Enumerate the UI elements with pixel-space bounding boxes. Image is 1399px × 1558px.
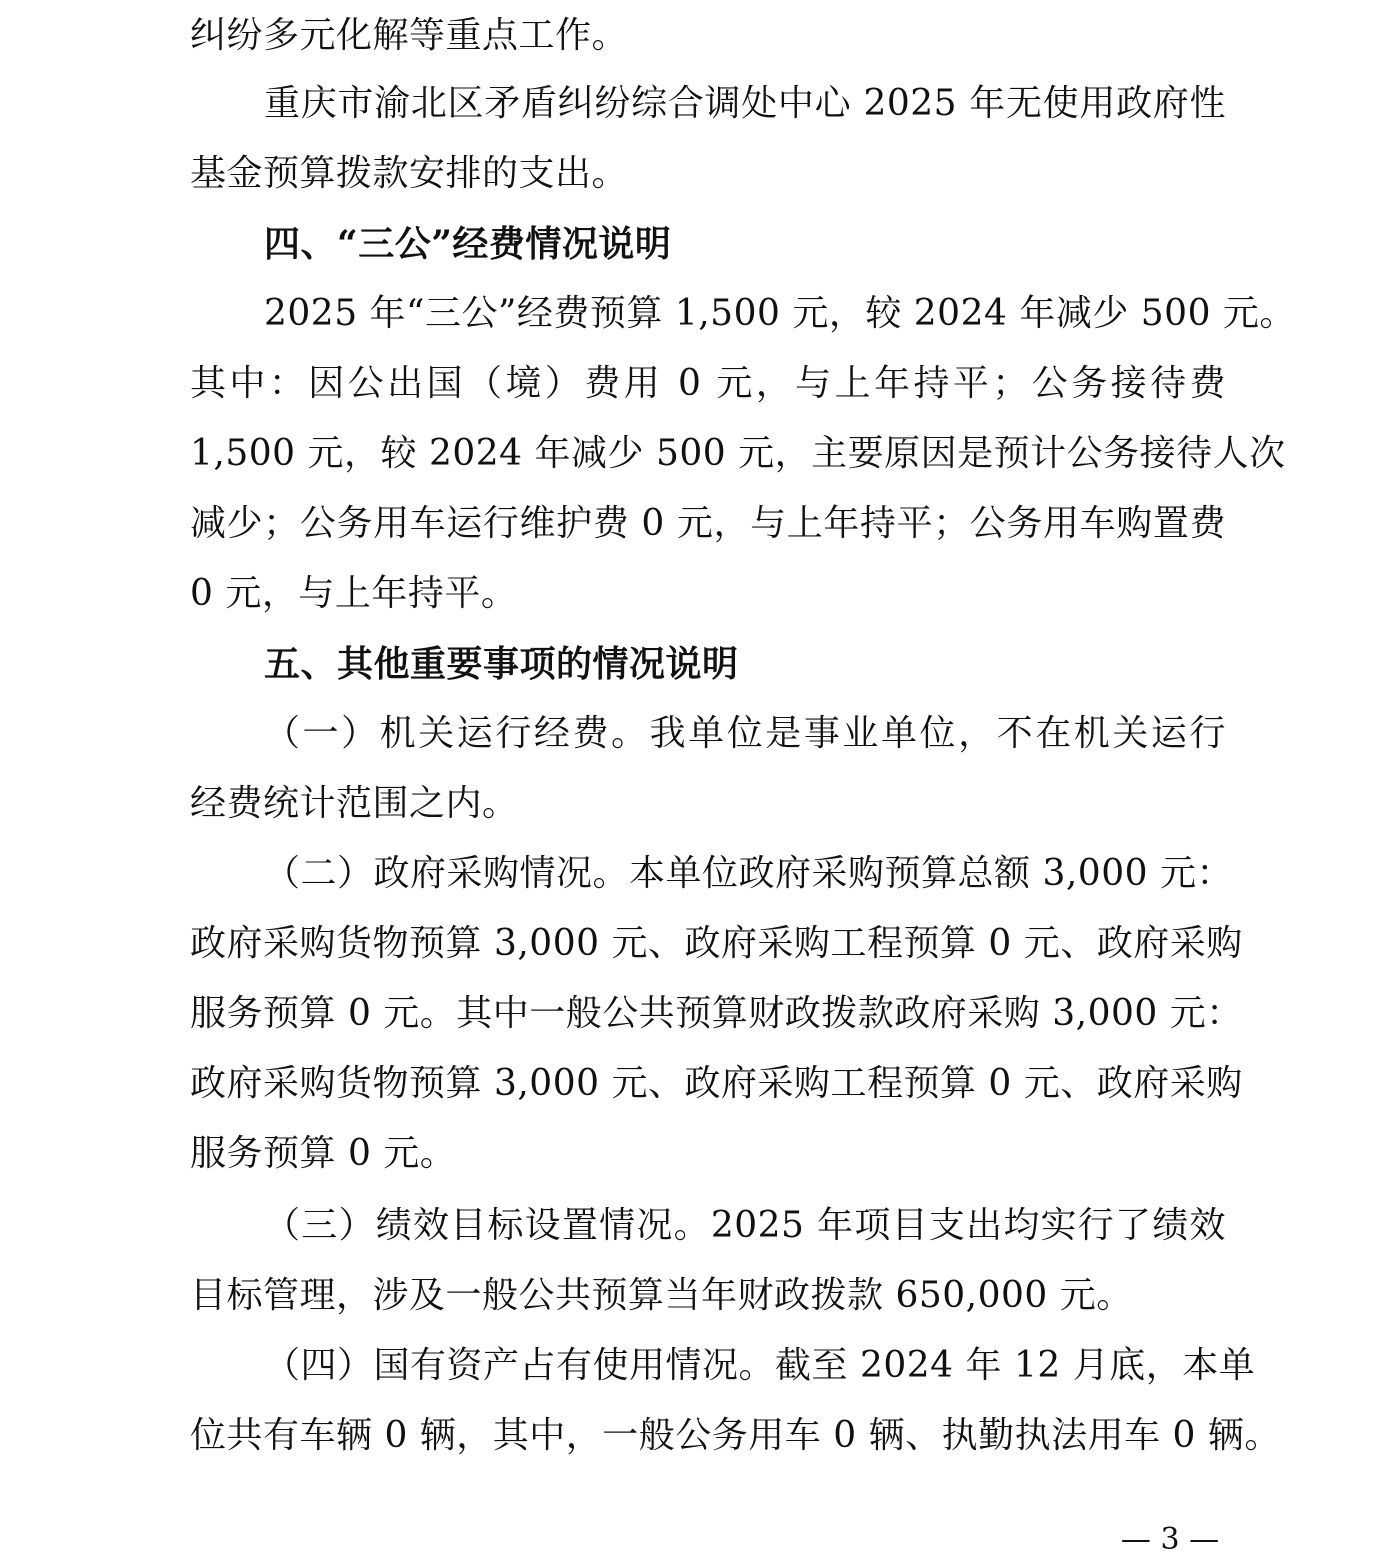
body-line: 政府采购货物预算 3,000 元、政府采购工程预算 0 元、政府采购 [190, 1063, 1243, 1104]
body-line: 减少；公务用车运行维护费 0 元，与上年持平；公务用车购置费 [190, 503, 1226, 544]
body-line: 服务预算 0 元。 [190, 1133, 457, 1174]
body-line: 0 元，与上年持平。 [190, 573, 518, 614]
body-line: 基金预算拨款安排的支出。 [190, 153, 629, 194]
body-line: 政府采购货物预算 3,000 元、政府采购工程预算 0 元、政府采购 [190, 923, 1243, 964]
body-line: 重庆市渝北区矛盾纠纷综合调处中心 2025 年无使用政府性 [264, 83, 1226, 124]
body-line: 位共有车辆 0 辆，其中，一般公务用车 0 辆、执勤执法用车 0 辆。 [190, 1415, 1281, 1456]
body-line: 服务预算 0 元。其中一般公共预算财政拨款政府采购 3,000 元： [190, 993, 1243, 1034]
body-line: 1,500 元，较 2024 年减少 500 元，主要原因是预计公务接待人次 [190, 433, 1286, 474]
body-line: 经费统计范围之内。 [190, 783, 519, 824]
body-line: 2025 年“三公”经费预算 1,500 元，较 2024 年减少 500 元。 [264, 293, 1296, 334]
body-line: （一）机关运行经费。我单位是事业单位，不在机关运行 [264, 713, 1226, 754]
page-number: — 3 — [1120, 1522, 1220, 1557]
body-line: （三）绩效目标设置情况。2025 年项目支出均实行了绩效 [264, 1205, 1226, 1246]
body-line: 纠纷多元化解等重点工作。 [190, 15, 629, 56]
body-line: 目标管理，涉及一般公共预算当年财政拨款 650,000 元。 [190, 1275, 1133, 1316]
body-line: （二）政府采购情况。本单位政府采购预算总额 3,000 元： [264, 853, 1233, 894]
body-line: 其中：因公出国（境）费用 0 元，与上年持平；公务接待费 [190, 363, 1226, 404]
body-line: （四）国有资产占有使用情况。截至 2024 年 12 月底，本单 [264, 1345, 1256, 1386]
section-heading: 四、“三公”经费情况说明 [264, 223, 672, 265]
section-heading: 五、其他重要事项的情况说明 [264, 643, 739, 685]
